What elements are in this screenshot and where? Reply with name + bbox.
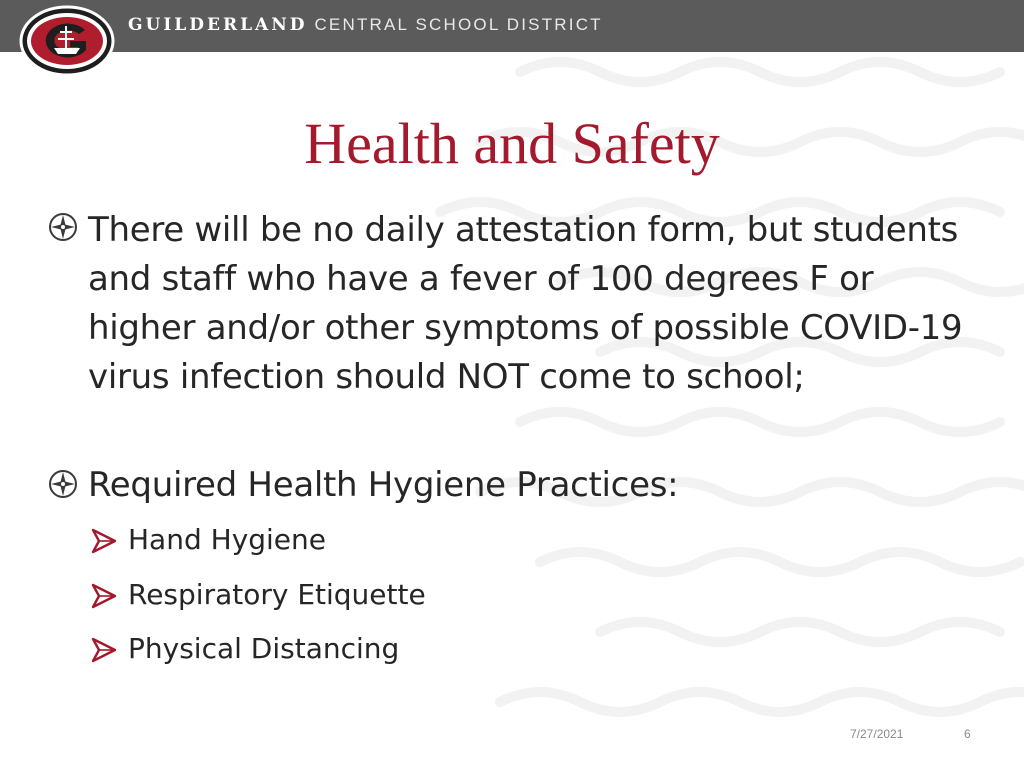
sub-item-text: Respiratory Etiquette — [128, 578, 426, 611]
slide-title: Health and Safety — [304, 111, 720, 176]
compass-bullet-icon — [48, 469, 78, 499]
sub-item-text: Physical Distancing — [128, 632, 400, 665]
arrow-right-icon — [90, 583, 118, 609]
footer-date: 7/27/2021 — [850, 727, 904, 741]
district-name — [128, 0, 603, 52]
district-subtitle: CENTRAL SCHOOL DISTRICT — [314, 15, 603, 34]
district-brand: GUILDERLAND — [128, 15, 308, 35]
sub-item-text: Hand Hygiene — [128, 523, 327, 556]
arrow-right-icon — [90, 637, 118, 663]
compass-bullet-icon — [48, 212, 78, 242]
header-bar — [0, 0, 1024, 52]
page-number: 6 — [964, 727, 971, 741]
bullet-text: Required Health Hygiene Practices: — [88, 465, 679, 505]
guilderland-g-ship-logo — [18, 4, 116, 78]
arrow-right-icon — [90, 528, 118, 554]
bullet-text: There will be no daily attestation form, but students and staff who have a fever of 100 degrees F or higher and/or other symptoms of possible COVID-19 virus infection should NOT come to school; — [88, 210, 963, 397]
